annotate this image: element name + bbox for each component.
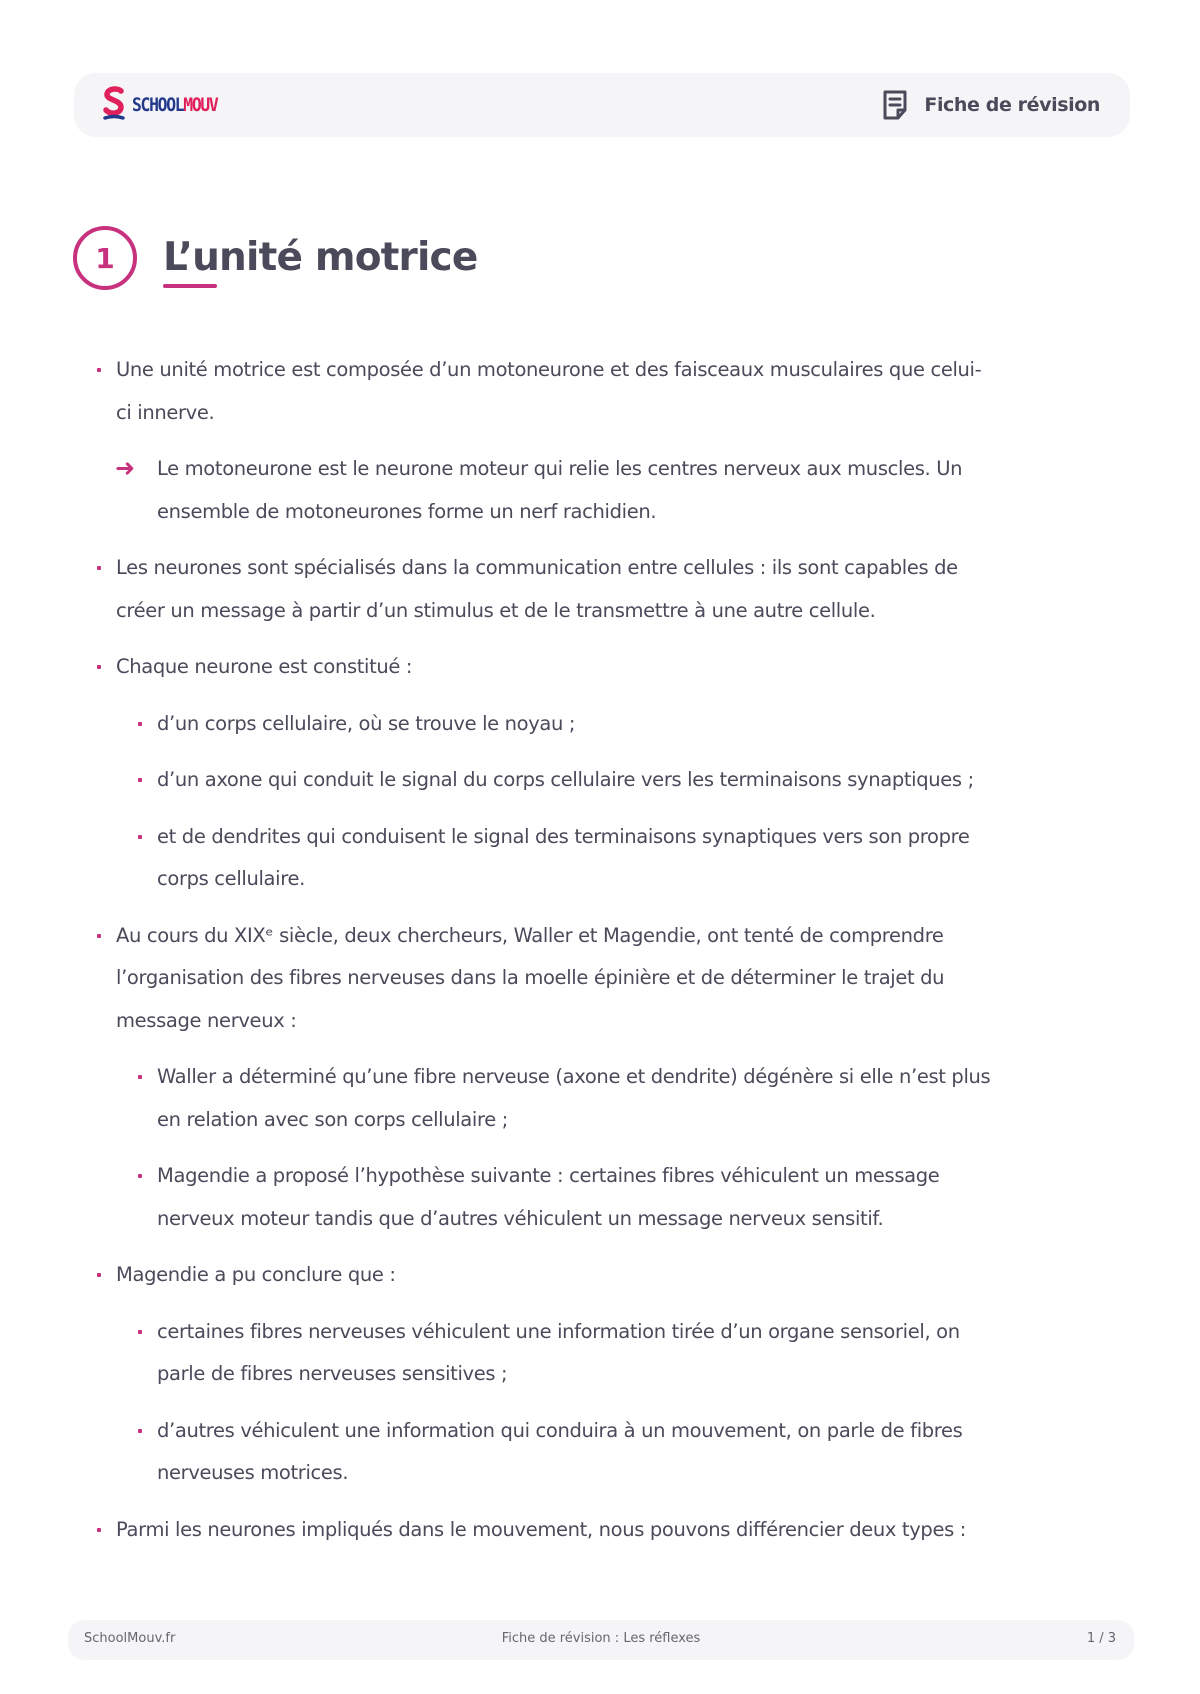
sub-list-item: d’un axone qui conduit le signal du corps cellulaire vers les terminaisons synaptiques ; xyxy=(157,759,997,802)
bullet-icon xyxy=(97,1273,101,1277)
bullet-icon xyxy=(138,1429,142,1433)
list-item: Les neurones sont spécialisés dans la communication entre cellules : ils sont capables de créer un message à partir d’un stimulus et de le transmettre à une autre cellule. xyxy=(116,547,986,632)
list-item: Parmi les neurones impliqués dans le mouvement, nous pouvons différencier deux types : xyxy=(116,1509,986,1552)
logo-school-text: SCHOOL xyxy=(132,94,184,116)
bullet-icon xyxy=(138,1330,142,1334)
bullet-icon xyxy=(138,778,142,782)
sub-list-item: d’un corps cellulaire, où se trouve le noyau ; xyxy=(157,703,997,746)
fiche-label: Fiche de révision xyxy=(924,94,1100,116)
sub-list-item: Magendie a proposé l’hypothèse suivante : certaines fibres véhiculent un message nerveux moteur tandis que d’autres véhiculent un message nerveux sensitif. xyxy=(157,1155,997,1240)
fiche-de-revision-tag xyxy=(880,88,1100,122)
schoolmouv-logo[interactable] xyxy=(102,85,231,125)
bullet-icon xyxy=(97,1528,101,1532)
list-item-arrow: ➜ Le motoneurone est le neurone moteur qui relie les centres nerveux aux muscles. Un ensemble de motoneurones forme un nerf rachidien. xyxy=(157,448,997,533)
sub-list-item: et de dendrites qui conduisent le signal des terminaisons synaptiques vers son propre corps cellulaire. xyxy=(157,816,997,901)
bullet-icon xyxy=(138,835,142,839)
bullet-icon xyxy=(97,665,101,669)
bullet-icon xyxy=(138,1075,142,1079)
header-bar xyxy=(74,73,1130,137)
title-underline xyxy=(163,284,217,288)
logo-mouv-text: MOUV xyxy=(183,94,218,116)
footer-page-number: 1 / 3 xyxy=(1086,1631,1116,1646)
logo-wordmark xyxy=(132,94,217,116)
list-item: Au cours du XIXᵉ siècle, deux chercheurs, Waller et Magendie, ont tenté de comprendre l’organisation des fibres nerveuses dans la moelle épinière et de déterminer le trajet du message nerveux : xyxy=(116,915,986,1043)
arrow-right-icon: ➜ xyxy=(115,454,135,482)
list-item: Magendie a pu conclure que : xyxy=(116,1254,986,1297)
content-body xyxy=(0,349,1200,1551)
footer-site-link[interactable]: SchoolMouv.fr xyxy=(84,1631,176,1646)
section-title: L’unité motrice xyxy=(163,235,478,280)
sub-list-item: Waller a déterminé qu’une fibre nerveuse (axone et dendrite) dégénère si elle n’est plus en relation avec son corps cellulaire ; xyxy=(157,1056,997,1141)
schoolmouv-s-logo-icon xyxy=(102,85,126,125)
sub-list-item: certaines fibres nerveuses véhiculent une information tirée d’un organe sensoriel, on parle de fibres nerveuses sensitives ; xyxy=(157,1311,997,1396)
sub-list-item: d’autres véhiculent une information qui conduira à un mouvement, on parle de fibres nerveuses motrices. xyxy=(157,1410,997,1495)
list-item: Chaque neurone est constitué : xyxy=(116,646,986,689)
footer-bar xyxy=(68,1620,1134,1660)
bullet-icon xyxy=(138,722,142,726)
bullet-icon xyxy=(97,934,101,938)
bullet-icon xyxy=(97,368,101,372)
bullet-icon xyxy=(97,566,101,570)
section-number-badge: 1 xyxy=(73,226,137,290)
document-icon xyxy=(880,89,910,121)
list-item: Une unité motrice est composée d’un motoneurone et des faisceaux musculaires que celui-ci innerve. xyxy=(116,349,986,434)
bullet-icon xyxy=(138,1174,142,1178)
footer-document-title: Fiche de révision : Les réflexes xyxy=(501,1631,701,1646)
